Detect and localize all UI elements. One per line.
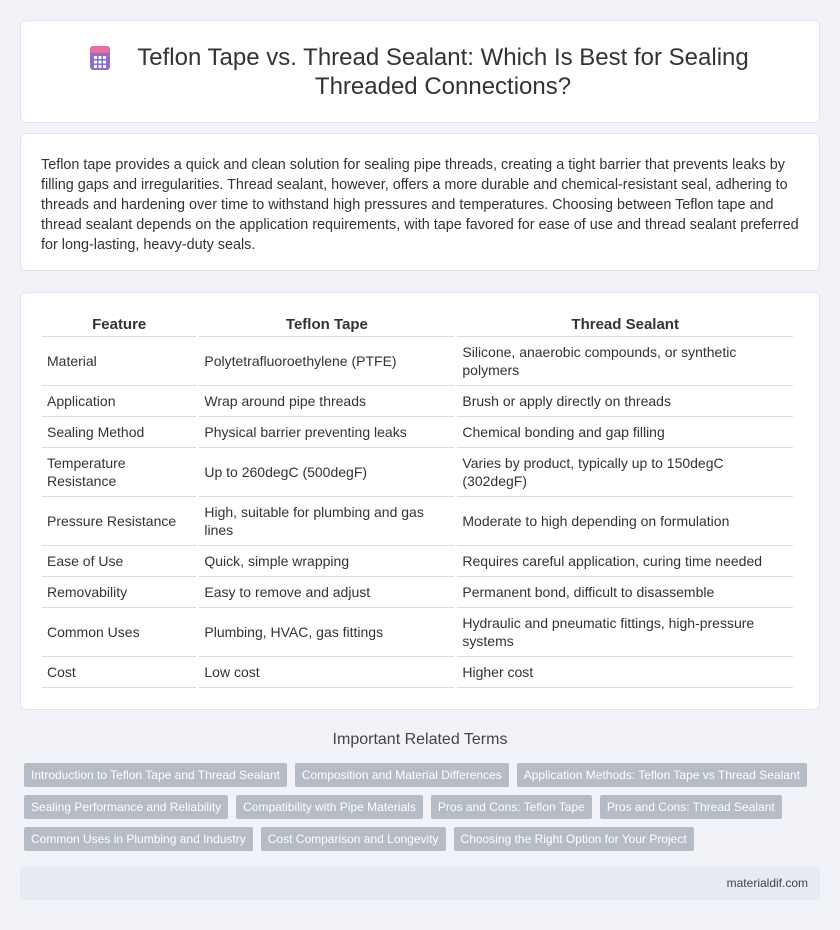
table-cell: Low cost [199,657,454,688]
table-row [42,577,793,608]
page-title: Teflon Tape vs. Thread Sealant: Which Is Best for Sealing Threaded Connections? [137,43,749,100]
table-cell: Removability [42,577,196,608]
table-cell: Higher cost [457,657,793,688]
comparison-table-card [20,292,820,710]
table-cell: Physical barrier preventing leaks [199,417,454,448]
related-term-tag[interactable]: Common Uses in Plumbing and Industry [24,827,253,851]
intro-paragraph: Teflon tape provides a quick and clean solution for sealing pipe threads, creating a tight barrier that prevents leaks by filling gaps and irregularities. Thread sealant, however, offers a more durable and chemical-resistant seal, adhering to threads and hardening over time to withstand high pressures and temperatures. Choosing between Teflon tape and thread sealant depends on the application requirements, with tape favored for ease of use and thread sealant preferred for long-lasting, heavy-duty seals. [41,157,799,253]
table-cell: Temperature Resistance [42,448,196,497]
table-cell: Moderate to high depending on formulation [457,497,793,546]
table-cell: Pressure Resistance [42,497,196,546]
calculator-icon [87,45,113,71]
table-row [42,448,793,497]
table-row [42,337,793,386]
header-thread-sealant: Thread Sealant [457,310,793,337]
tag-row [24,763,820,787]
related-term-tag[interactable]: Cost Comparison and Longevity [261,827,446,851]
table-cell: Brush or apply directly on threads [457,386,793,417]
related-terms-title: Important Related Terms [332,731,508,748]
table-row [42,386,793,417]
related-term-tag[interactable]: Introduction to Teflon Tape and Thread Sealant [24,763,287,787]
related-term-tag[interactable]: Pros and Cons: Thread Sealant [600,795,782,819]
table-cell: Ease of Use [42,546,196,577]
tag-row [24,795,820,819]
table-cell: Easy to remove and adjust [199,577,454,608]
table-cell: Hydraulic and pneumatic fittings, high-pressure systems [457,608,793,657]
table-cell: Quick, simple wrapping [199,546,454,577]
tag-row [24,827,820,851]
table-cell: Chemical bonding and gap filling [457,417,793,448]
related-term-tag[interactable]: Compatibility with Pipe Materials [236,795,423,819]
header-teflon-tape: Teflon Tape [199,310,454,337]
related-term-tag[interactable]: Choosing the Right Option for Your Project [454,827,694,851]
intro-card [20,133,820,271]
table-cell: High, suitable for plumbing and gas lines [199,497,454,546]
related-term-tag[interactable]: Sealing Performance and Reliability [24,795,228,819]
table-cell: Up to 260degC (500degF) [199,448,454,497]
table-cell: Cost [42,657,196,688]
table-cell: Application [42,386,196,417]
related-term-tag[interactable]: Pros and Cons: Teflon Tape [431,795,592,819]
table-row [42,608,793,657]
table-cell: Material [42,337,196,386]
table-row [42,546,793,577]
related-terms-tags [20,763,820,859]
footer-site-link[interactable]: materialdif.com [726,876,808,890]
table-cell: Plumbing, HVAC, gas fittings [199,608,454,657]
footer [20,866,820,900]
table-row [42,497,793,546]
table-row [42,657,793,688]
related-term-tag[interactable]: Composition and Material Differences [295,763,509,787]
table-cell: Common Uses [42,608,196,657]
table-cell: Varies by product, typically up to 150degC (302degF) [457,448,793,497]
title-card [20,20,820,123]
comparison-table [39,310,796,688]
table-cell: Silicone, anaerobic compounds, or synthetic polymers [457,337,793,386]
table-row [42,417,793,448]
table-header-row [42,310,793,337]
header-feature: Feature [42,310,196,337]
table-cell: Polytetrafluoroethylene (PTFE) [199,337,454,386]
related-term-tag[interactable]: Application Methods: Teflon Tape vs Thread Sealant [517,763,807,787]
table-cell: Wrap around pipe threads [199,386,454,417]
table-cell: Requires careful application, curing time needed [457,546,793,577]
table-cell: Permanent bond, difficult to disassemble [457,577,793,608]
table-cell: Sealing Method [42,417,196,448]
